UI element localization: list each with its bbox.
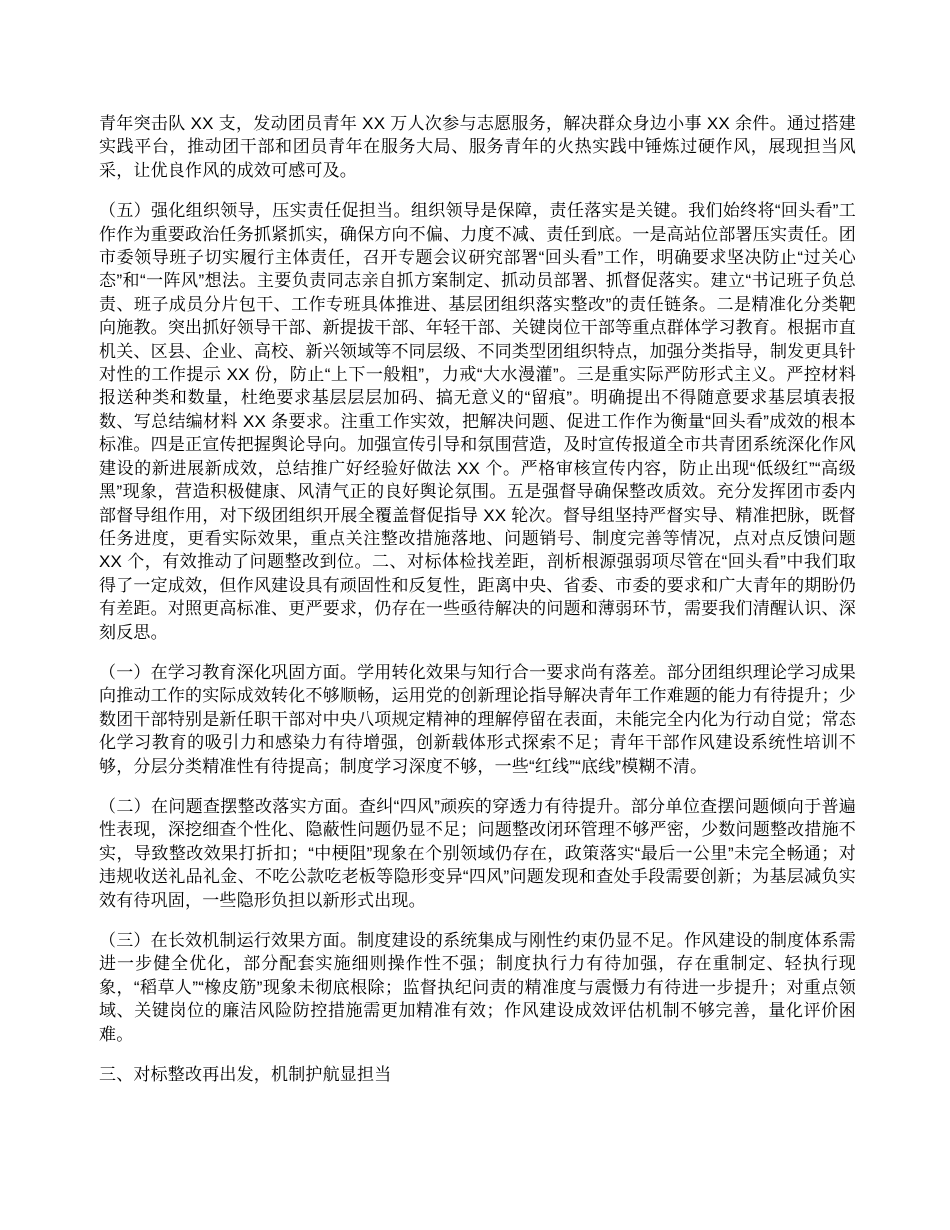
section-heading-part-3: 三、对标整改再出发，机制护航显担当 — [99, 1065, 392, 1085]
paragraph-item-3-long-term-mechanism: （三）在长效机制运行效果方面。制度建设的系统集成与刚性约束仍显不足。作风建设的制度体系需进一步健全优化，部分配套实施细则操作性不强；制度执行力有待加强，存在重制定、轻执行现象，“稻草人”“橡皮筋”现象未彻底根除；监督执纪问责的精准度与震慑力有待进一步提升；对重点领域、关键岗位的廉洁风险防控措施需更加精准有效；作风建设成效评估机制不够完善，量化评价困难。 — [99, 931, 856, 1044]
paragraph-section-5-organization-leadership: （五）强化组织领导，压实责任促担当。组织领导是保障，责任落实是关键。我们始终将“回头看”工作作为重要政治任务抓紧抓实，确保方向不偏、力度不减、责任到底。一是高站位部署压实责任。团市委领导班子切实履行主体责任，召开专题会议研究部署“回头看”工作，明确要求坚决防止“过关心态”和“一阵风”想法。主要负责同志亲自抓方案制定、抓动员部署、抓督促落实。建立“书记班子负总责、班子成员分片包干、工作专班具体推进、基层团组织落实整改”的责任链条。二是精准化分类靶向施教。突出抓好领导干部、新提拔干部、年轻干部、关键岗位干部等重点群体学习教育。根据市直机关、区县、企业、高校、新兴领域等不同层级、不同类型团组织特点，加强分类指导，制发更具针对性的工作提示 XX 份，防止“上下一般粗”，力戒“大水漫灌”。三是重实际严防形式主义。严控材料报送种类和数量，杜绝要求基层层层加码、搞无意义的“留痕”。明确提出不得随意要求基层填表报数、写总结编材料 XX 条要求。注重工作实效，把解决问题、促进工作作为衡量“回头看”成效的根本标准。四是正宣传把握舆论导向。加强宣传引导和氛围营造，及时宣传报道全市共青团系统深化作风建设的新进展新成效，总结推广好经验好做法 XX 个。严格审核宣传内容，防止出现“低级红”“高级黑”现象，营造积极健康、风清气正的良好舆论氛围。五是强督导确保整改质效。充分发挥团市委内部督导组作用，对下级团组织开展全覆盖督促指导 XX 轮次。督导组坚持严督实导、精准把脉，既督任务进度，更看实际效果，重点关注整改措施落地、问题销号、制度完善等情况，点对点反馈问题 XX 个，有效推动了问题整改到位。二、对标体检找差距，剖析根源强弱项尽管在“回头看”中我们取得了一定成效，但作风建设具有顽固性和反复性，距离中央、省委、市委的要求和广大青年的期盼仍有差距。对照更高标准、更严要求，仍存在一些亟待解决的问题和薄弱环节，需要我们清醒认识、深刻反思。 — [99, 201, 856, 642]
paragraph-item-2-problem-rectification: （二）在问题查摆整改落实方面。查纠“四风”顽疾的穿透力有待提升。部分单位查摆问题倾向于普遍性表现，深挖细查个性化、隐蔽性问题仍显不足；问题整改闭环管理不够严密，少数问题整改措施不实，导致整改效果打折扣；“中梗阻”现象在个别领域仍存在，政策落实“最后一公里”未完全畅通；对违规收送礼品礼金、不吃公款吃老板等隐形变异“四风”问题发现和查处手段需要创新；为基层减负实效有待巩固，一些隐形负担以新形式出现。 — [99, 796, 856, 910]
paragraph-item-1-study-education: （一）在学习教育深化巩固方面。学用转化效果与知行合一要求尚有落差。部分团组织理论学习成果向推动工作的实际成效转化不够顺畅，运用党的创新理论指导解决青年工作难题的能力有待提升；少数团干部特别是新任职干部对中央八项规定精神的理解停留在表面，未能完全内化为行动自觉；常态化学习教育的吸引力和感染力有待增强，创新载体形式探索不足；青年干部作风建设系统性培训不够，分层分类精准性有待提高；制度学习深度不够，一些“红线”“底线”模糊不清。 — [99, 662, 856, 776]
document-page — [99, 112, 856, 1086]
paragraph-practice-results: 青年突击队 XX 支，发动团员青年 XX 万人次参与志愿服务，解决群众身边小事 XX 余件。通过搭建实践平台，推动团干部和团员青年在服务大局、服务青年的火热实践中锤炼过硬作风，展现担当风采，让优良作风的成效可感可及。 — [99, 114, 856, 180]
